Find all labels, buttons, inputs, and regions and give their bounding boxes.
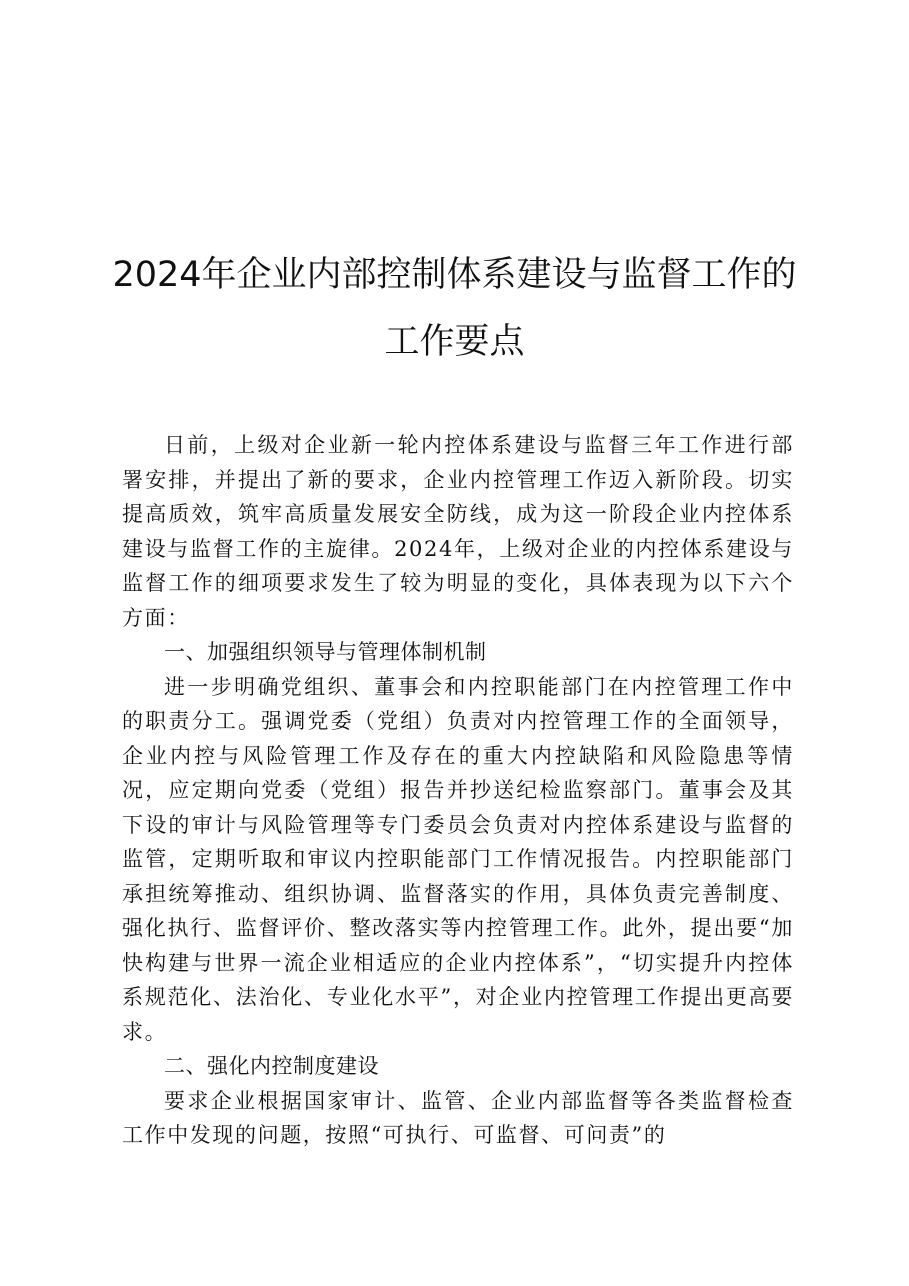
document-title-line-1: 2024年企业内部控制体系建设与监督工作的: [112, 255, 797, 295]
section-paragraph-1: 进一步明确党组织、董事会和内控职能部门在内控管理工作中的职责分工。强调党委（党组）负责对内控管理工作的全面领导，企业内控与风险管理工作及存在的重大内控缺陷和风险隐患等情况，应定期向党委（党组）报告并抄送纪检监察部门。董事会及其下设的审计与风险管理等专门委员会负责对内控体系建设与监督的监管，定期听取和审议内控职能部门工作情况报告。内控职能部门承担统筹推动、组织协调、监督落实的作用，具体负责完善制度、强化执行、监督评价、整改落实等内控管理工作。此外，提出要“加快构建与世界一流企业相适应的企业内控体系”，“切实提升内控体系规范化、法治化、专业化水平”，对企业内控管理工作提出更高要求。: [122, 674, 794, 1044]
intro-paragraph: 日前，上级对企业新一轮内控体系建设与监督三年工作进行部署安排，并提出了新的要求，企业内控管理工作迈入新阶段。切实提高质效，筑牢高质量发展安全防线，成为这一阶段企业内控体系建设与监督工作的主旋律。2024年，上级对企业的内控体系建设与监督工作的细项要求发生了较为明显的变化，具体表现为以下六个方面：: [122, 433, 794, 630]
section-heading-1: 一、加强组织领导与管理体制机制: [164, 640, 487, 664]
document-title-line-2: 工作要点: [384, 322, 525, 362]
document-body: [122, 428, 794, 1153]
section-paragraph-2: 要求企业根据国家审计、监管、企业内部监督等各类监督检查工作中发现的问题，按照“可执行、可监督、可问责”的: [122, 1088, 794, 1147]
section-heading-2: 二、强化内控制度建设: [164, 1054, 379, 1078]
